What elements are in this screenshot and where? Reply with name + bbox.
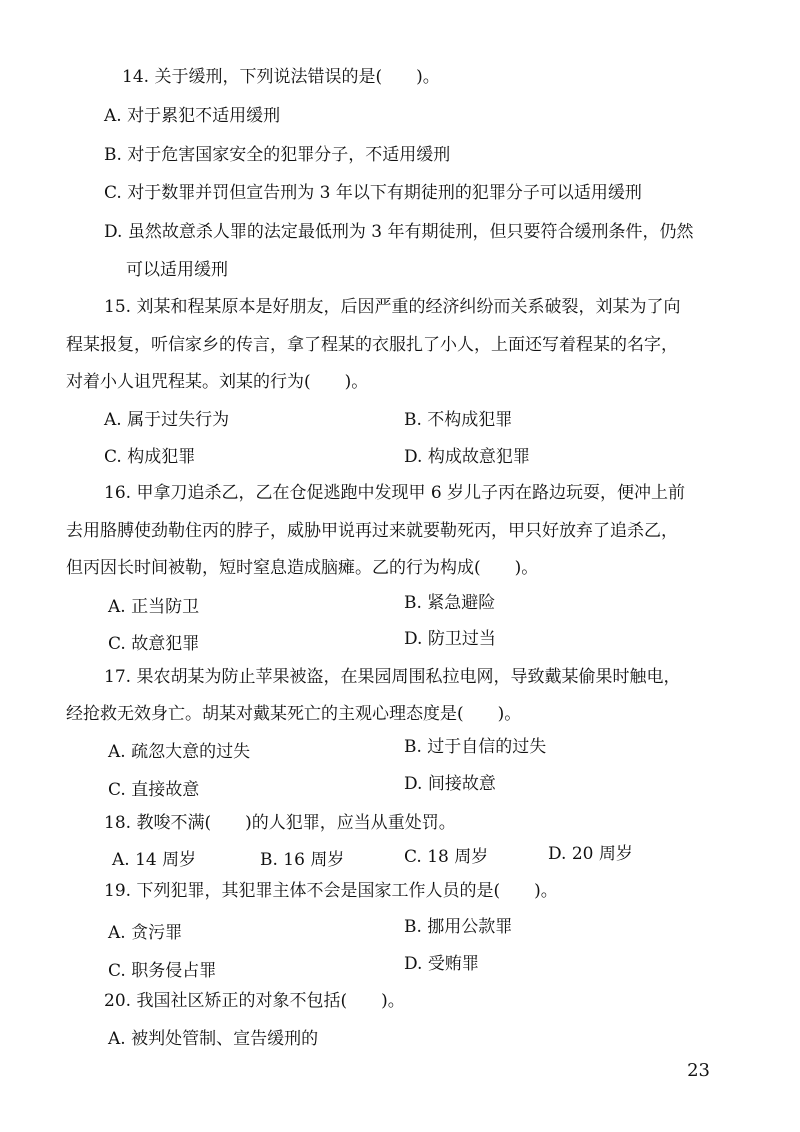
q15-option-b: B. 不构成犯罪 <box>404 410 513 430</box>
q19-option-a: A. 贪污罪 <box>108 923 183 943</box>
q18-option-c: C. 18 周岁 <box>404 847 489 867</box>
q18-option-d: D. 20 周岁 <box>548 844 633 864</box>
q16-option-d: D. 防卫过当 <box>404 629 496 649</box>
q16-option-a: A. 正当防卫 <box>108 597 200 617</box>
q15-option-a: A. 属于过失行为 <box>104 410 230 430</box>
q15-stem-line1: 15. 刘某和程某原本是好朋友，后因严重的经济纠纷而关系破裂，刘某为了向 <box>104 297 681 317</box>
q14-option-d: D. 虽然故意杀人罪的法定最低刑为 3 年有期徒刑，但只要符合缓刑条件，仍然 <box>104 222 694 242</box>
q16-option-b: B. 紧急避险 <box>404 593 496 613</box>
q18-option-b: B. 16 周岁 <box>260 850 345 870</box>
q16-stem-line2: 去用胳膊使劲勒住丙的脖子，威胁甲说再过来就要勒死丙，甲只好放弃了追杀乙， <box>66 521 678 541</box>
q14-stem: 14. 关于缓刑，下列说法错误的是( )。 <box>122 67 440 87</box>
q17-option-d: D. 间接故意 <box>404 774 496 794</box>
q14-option-d-continued: 可以适用缓刑 <box>126 260 228 280</box>
q19-option-b: B. 挪用公款罪 <box>404 917 513 937</box>
q14-option-a: A. 对于累犯不适用缓刑 <box>104 106 281 126</box>
q17-option-b: B. 过于自信的过失 <box>404 737 547 757</box>
q16-option-c: C. 故意犯罪 <box>108 634 200 654</box>
page-number: 23 <box>687 1060 710 1081</box>
q17-stem-line1: 17. 果农胡某为防止苹果被盗，在果园周围私拉电网，导致戴某偷果时触电， <box>104 667 681 687</box>
q17-stem-line2: 经抢救无效身亡。胡某对戴某死亡的主观心理态度是( )。 <box>66 704 522 724</box>
q15-option-d: D. 构成故意犯罪 <box>404 447 530 467</box>
q16-stem-line1: 16. 甲拿刀追杀乙，乙在仓促逃跑中发现甲 6 岁儿子丙在路边玩耍，便冲上前 <box>104 483 686 503</box>
q15-stem-line2: 程某报复，听信家乡的传言，拿了程某的衣服扎了小人，上面还写着程某的名字， <box>66 335 678 355</box>
q16-stem-line3: 但丙因长时间被勒，短时窒息造成脑瘫。乙的行为构成( )。 <box>66 558 539 578</box>
q20-stem: 20. 我国社区矫正的对象不包括( )。 <box>104 991 405 1011</box>
q14-option-c: C. 对于数罪并罚但宣告刑为 3 年以下有期徒刑的犯罪分子可以适用缓刑 <box>104 183 642 203</box>
q19-stem: 19. 下列犯罪，其犯罪主体不会是国家工作人员的是( )。 <box>104 881 558 901</box>
q19-option-c: C. 职务侵占罪 <box>108 961 217 981</box>
q17-option-c: C. 直接故意 <box>108 780 200 800</box>
q17-option-a: A. 疏忽大意的过失 <box>108 742 251 762</box>
q15-stem-line3: 对着小人诅咒程某。刘某的行为( )。 <box>66 372 369 392</box>
q19-option-d: D. 受贿罪 <box>404 954 479 974</box>
q18-stem: 18. 教唆不满( )的人犯罪，应当从重处罚。 <box>104 813 456 833</box>
q14-option-b: B. 对于危害国家安全的犯罪分子，不适用缓刑 <box>104 145 451 165</box>
q18-option-a: A. 14 周岁 <box>112 850 197 870</box>
q20-option-a: A. 被判处管制、宣告缓刑的 <box>108 1029 319 1049</box>
q15-option-c: C. 构成犯罪 <box>104 447 196 467</box>
